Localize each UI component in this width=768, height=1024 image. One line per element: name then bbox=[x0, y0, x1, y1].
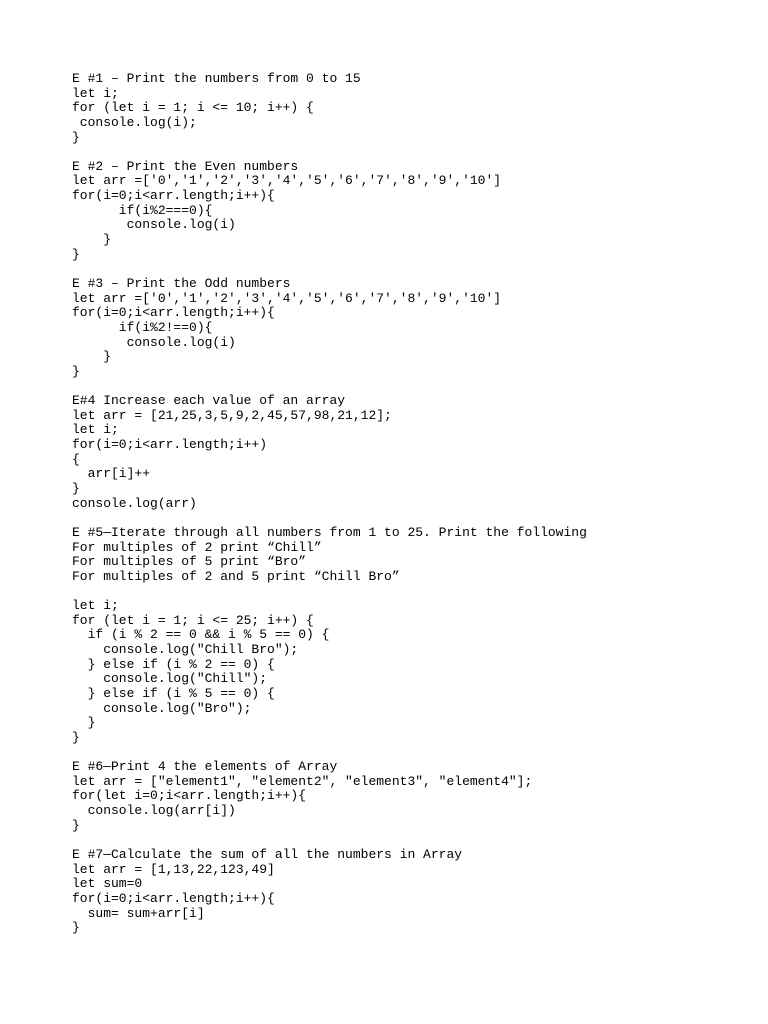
section-gap bbox=[72, 379, 712, 394]
code-line: } bbox=[72, 129, 80, 145]
code-line: sum= sum+arr[i] bbox=[72, 905, 205, 921]
description-line: For multiples of 5 print “Bro” bbox=[72, 554, 307, 570]
code-line: console.log("Chill Bro"); bbox=[72, 641, 299, 657]
code-line: let i; bbox=[72, 85, 119, 101]
code-line: let arr = ["element1", "element2", "element3", "element4"]; bbox=[72, 773, 533, 789]
section-gap bbox=[72, 145, 712, 160]
code-line: console.log(i) bbox=[72, 334, 236, 350]
code-line: } bbox=[72, 246, 80, 262]
code-line: } bbox=[72, 363, 80, 379]
section-gap bbox=[72, 511, 712, 526]
section-gap bbox=[72, 833, 712, 848]
blank-line bbox=[72, 584, 712, 599]
exercise-2-title: E #2 – Print the Even numbers bbox=[72, 158, 299, 174]
code-line: console.log(i) bbox=[72, 217, 236, 233]
code-line: for (let i = 1; i <= 25; i++) { bbox=[72, 612, 314, 628]
code-line: for (let i = 1; i <= 10; i++) { bbox=[72, 100, 314, 116]
code-line: } else if (i % 2 == 0) { bbox=[72, 656, 275, 672]
code-line: for(i=0;i<arr.length;i++){ bbox=[72, 890, 275, 906]
exercise-5-title: E #5—Iterate through all numbers from 1 to 25. Print the following bbox=[72, 524, 587, 540]
code-line: let arr = [21,25,3,5,9,2,45,57,98,21,12]; bbox=[72, 407, 392, 423]
exercise-6 bbox=[72, 760, 712, 833]
code-line: console.log("Bro"); bbox=[72, 700, 252, 716]
code-line: let i; bbox=[72, 422, 119, 438]
code-line: console.log(i); bbox=[72, 114, 197, 130]
code-line: if (i % 2 == 0 && i % 5 == 0) { bbox=[72, 627, 330, 643]
exercise-4 bbox=[72, 394, 712, 511]
code-line: console.log(arr) bbox=[72, 495, 197, 511]
exercise-2 bbox=[72, 160, 712, 262]
code-line: for(i=0;i<arr.length;i++) bbox=[72, 437, 268, 453]
description-line: For multiples of 2 print “Chill” bbox=[72, 539, 322, 555]
code-line: let i; bbox=[72, 598, 119, 614]
exercise-3-title: E #3 – Print the Odd numbers bbox=[72, 275, 291, 291]
code-line: } bbox=[72, 729, 80, 745]
code-line: { bbox=[72, 451, 80, 467]
code-line: } bbox=[72, 715, 96, 731]
code-line: } bbox=[72, 480, 80, 496]
exercise-6-title: E #6—Print 4 the elements of Array bbox=[72, 759, 338, 775]
code-line: } bbox=[72, 232, 112, 248]
section-gap bbox=[72, 745, 712, 760]
document-page bbox=[72, 72, 712, 936]
exercise-4-title: E#4 Increase each value of an array bbox=[72, 393, 346, 409]
code-line: } bbox=[72, 920, 80, 936]
exercise-7-title: E #7—Calculate the sum of all the numbers in Array bbox=[72, 846, 463, 862]
code-line: if(i%2===0){ bbox=[72, 202, 213, 218]
description-line: For multiples of 2 and 5 print “Chill Bro” bbox=[72, 568, 400, 584]
exercise-3 bbox=[72, 277, 712, 379]
code-line: } else if (i % 5 == 0) { bbox=[72, 685, 275, 701]
code-line: console.log("Chill"); bbox=[72, 671, 268, 687]
section-gap bbox=[72, 262, 712, 277]
code-line: let arr =['0','1','2','3','4','5','6','7','8','9','10'] bbox=[72, 173, 502, 189]
code-line: if(i%2!==0){ bbox=[72, 319, 213, 335]
code-line: for(i=0;i<arr.length;i++){ bbox=[72, 188, 275, 204]
code-line: for(i=0;i<arr.length;i++){ bbox=[72, 305, 275, 321]
code-line: } bbox=[72, 817, 80, 833]
exercise-5 bbox=[72, 526, 712, 746]
code-line: let arr =['0','1','2','3','4','5','6','7','8','9','10'] bbox=[72, 290, 502, 306]
code-line: arr[i]++ bbox=[72, 466, 151, 482]
exercise-1-title: E #1 – Print the numbers from 0 to 15 bbox=[72, 71, 361, 86]
code-line: } bbox=[72, 349, 112, 365]
exercise-1 bbox=[72, 72, 712, 145]
exercise-7 bbox=[72, 848, 712, 936]
code-line: let sum=0 bbox=[72, 876, 143, 892]
code-line: console.log(arr[i]) bbox=[72, 803, 236, 819]
code-line: let arr = [1,13,22,123,49] bbox=[72, 861, 275, 877]
code-line: for(let i=0;i<arr.length;i++){ bbox=[72, 788, 307, 804]
